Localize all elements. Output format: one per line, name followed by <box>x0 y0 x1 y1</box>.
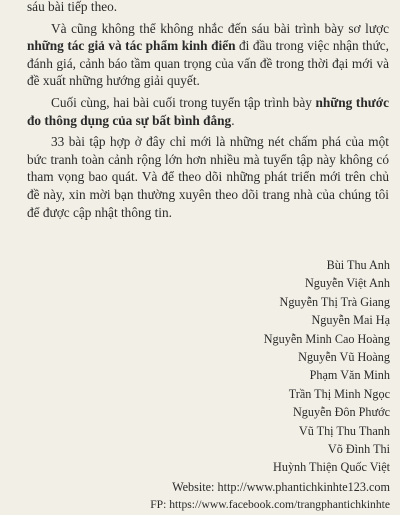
author-name: Vũ Thị Thu Thanh <box>298 423 390 438</box>
paragraph-1-text: sáu bài tiếp theo. <box>27 0 118 14</box>
paragraph-1 <box>27 0 389 16</box>
paragraph-4-text: 33 bài tập hợp ở đây chỉ mới là những nét chấm phá của một bức tranh toàn cảnh rộng lớn hơn nhiều mà tuyển tập này không có tham vọng bao quát. Và để theo dõi những phát triển mới trên chủ đề này, xin mời bạn thường xuyên theo dõi trang nhà của chúng tôi để được cập nhật thông tin. <box>27 134 389 220</box>
paragraph-3-bold: những thước đo thông dụng của sự bất bình đẳng <box>27 94 389 128</box>
author-name: Huỳnh Thiện Quốc Việt <box>273 460 390 475</box>
author-name: Nguyễn Mai Hạ <box>311 313 390 328</box>
author-name: Bùi Thu Anh <box>326 258 390 272</box>
author-name: Nguyễn Minh Cao Hoàng <box>263 331 390 346</box>
website-line: Website: http://www.phantichkinhte123.com <box>172 479 390 494</box>
body-text <box>27 0 389 221</box>
paragraph-2-text-a: Và cũng không thể không nhắc đến sáu bài trình bày sơ lược <box>51 20 389 36</box>
paragraph-3-text-a: Cuối cùng, hai bài cuối trong tuyển tập trình bày <box>51 94 316 110</box>
author-credits <box>130 256 390 515</box>
author-name: Võ Đình Thi <box>327 442 390 457</box>
author-name: Nguyễn Vũ Hoàng <box>298 350 390 365</box>
paragraph-3-text-b: . <box>231 112 235 128</box>
paragraph-4 <box>27 133 389 221</box>
paragraph-2-bold: những tác giả và tác phẩm kinh điển <box>27 38 236 54</box>
facebook-line: FP: https://www.facebook.com/trangphantichkinhte <box>150 498 390 512</box>
author-name: Phạm Văn Minh <box>309 368 390 383</box>
author-name: Trần Thị Minh Ngọc <box>288 386 390 401</box>
author-name: Nguyễn Việt Anh <box>304 276 390 291</box>
paragraph-2-text-b: đi đầu trong việc nhận thức, đánh giá, cảnh báo tầm quan trọng của vấn đề trong thời đại mới và đề xuất những hướng giải quyết. <box>27 38 390 89</box>
paragraph-3 <box>27 94 389 129</box>
author-name: Nguyễn Đôn Phước <box>292 405 390 420</box>
paragraph-2 <box>27 20 389 90</box>
author-name: Nguyễn Thị Trà Giang <box>279 294 390 309</box>
